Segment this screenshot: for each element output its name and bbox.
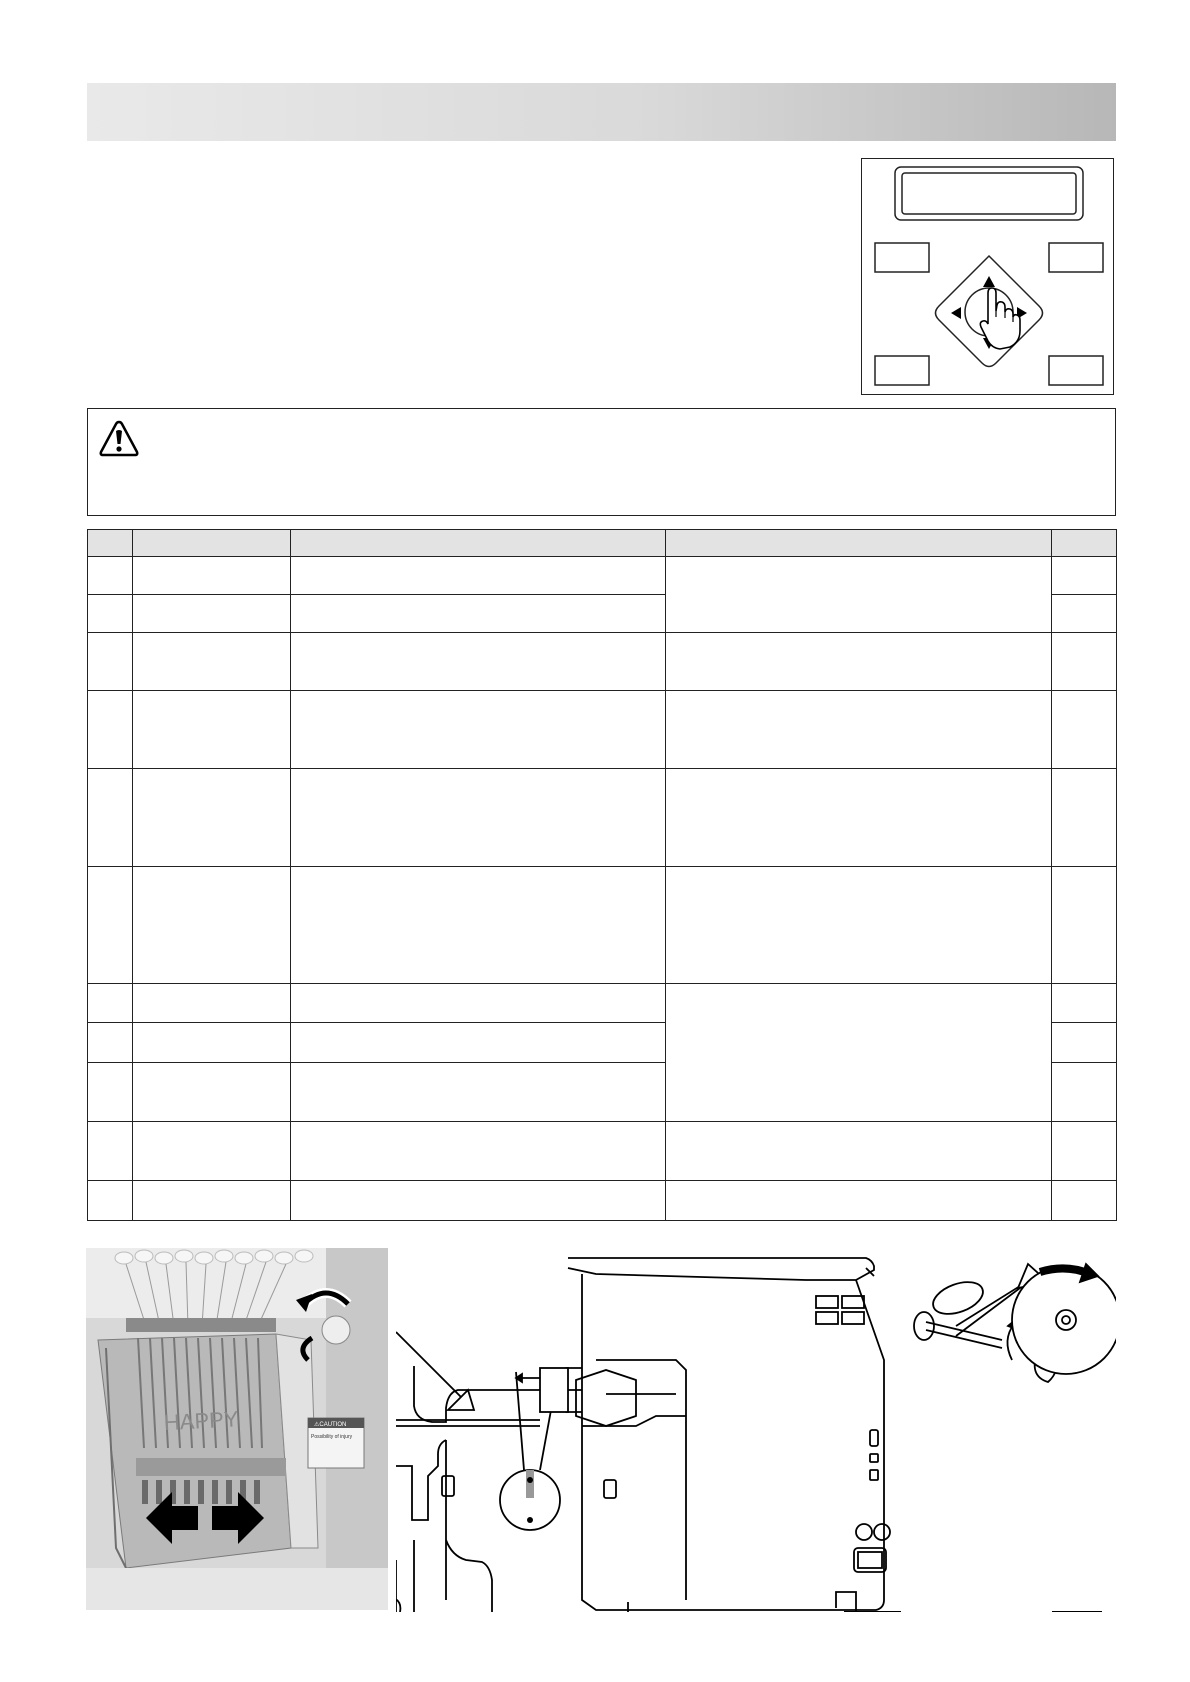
table-row [88,867,1117,984]
column-header-remedy [666,530,1052,557]
cell-no [88,595,133,633]
cell-page [1052,691,1117,769]
cell-name [133,557,291,595]
cell-page [1052,769,1117,867]
cell-page [1052,867,1117,984]
function-key-bottom-right [1049,356,1103,385]
cell-cause [291,984,666,1023]
function-key-bottom-left [875,356,929,385]
cell-page [1052,1063,1117,1122]
cell-cause [291,1023,666,1063]
table-row [88,1181,1117,1221]
cell-cause [291,769,666,867]
cell-no [88,557,133,595]
cell-name [133,633,291,691]
cell-cause [291,595,666,633]
direction-pad [936,256,1043,367]
cell-no [88,691,133,769]
cell-page [1052,984,1117,1023]
table-row [88,769,1117,867]
intro-paragraph [87,160,827,390]
function-key-top-right [1049,243,1103,272]
caution-box [87,408,1116,516]
cell-no [88,633,133,691]
section-header-bar [87,83,1116,141]
column-header-cause [291,530,666,557]
cell-name [133,984,291,1023]
caution-sticker [308,1418,364,1468]
cell-page [1052,1181,1117,1221]
cell-no [88,1063,133,1122]
table-row [88,1122,1117,1181]
cell-no [88,867,133,984]
cell-page [1052,1122,1117,1181]
troubleshooting-table [87,529,1116,1221]
cell-name [133,595,291,633]
cell-remedy [666,691,1052,769]
column-header-name [133,530,291,557]
cell-cause [291,557,666,595]
cell-remedy [666,769,1052,867]
cell-no [88,1122,133,1181]
lcd-display [902,173,1076,214]
cell-page [1052,557,1117,595]
cell-no [88,1023,133,1063]
cell-cause [291,1122,666,1181]
arrow-left-icon [951,307,961,319]
arrow-up-icon [983,276,995,287]
table-header-row [88,530,1117,557]
cell-name [133,1122,291,1181]
table-row [88,633,1117,691]
warning-triangle-icon [98,419,140,459]
cell-name [133,1181,291,1221]
machine-head-photo [86,1248,388,1610]
cell-cause [291,1181,666,1221]
cell-cause [291,691,666,769]
cell-cause [291,867,666,984]
cell-remedy [666,557,1052,633]
cell-page [1052,1023,1117,1063]
cell-name [133,1023,291,1063]
cell-page [1052,595,1117,633]
cell-name [133,867,291,984]
cell-page [1052,633,1117,691]
brand-logo-text: HAPPY [163,1406,240,1436]
cell-no [88,769,133,867]
machine-side-diagram [396,1240,1116,1612]
cell-no [88,984,133,1023]
cell-remedy [666,867,1052,984]
function-key-top-left [875,243,929,272]
caution-text [152,423,1101,505]
column-header-no [88,530,133,557]
illustrations-area [86,1240,1116,1612]
cell-remedy [666,1122,1052,1181]
cell-remedy [666,984,1052,1122]
cell-remedy [666,1181,1052,1221]
table-row [88,984,1117,1023]
cell-name [133,769,291,867]
cell-name [133,1063,291,1122]
lcd-display-frame [895,167,1083,220]
control-panel-illustration [861,158,1114,395]
cell-remedy [666,633,1052,691]
column-header-page [1052,530,1117,557]
cell-no [88,1181,133,1221]
cell-cause [291,1063,666,1122]
table-row [88,557,1117,595]
cell-name [133,691,291,769]
table-row [88,691,1117,769]
svg-text:Possibility of injury: Possibility of injury [311,1434,353,1440]
cell-cause [291,633,666,691]
svg-text:⚠CAUTION: ⚠CAUTION [314,1422,347,1428]
